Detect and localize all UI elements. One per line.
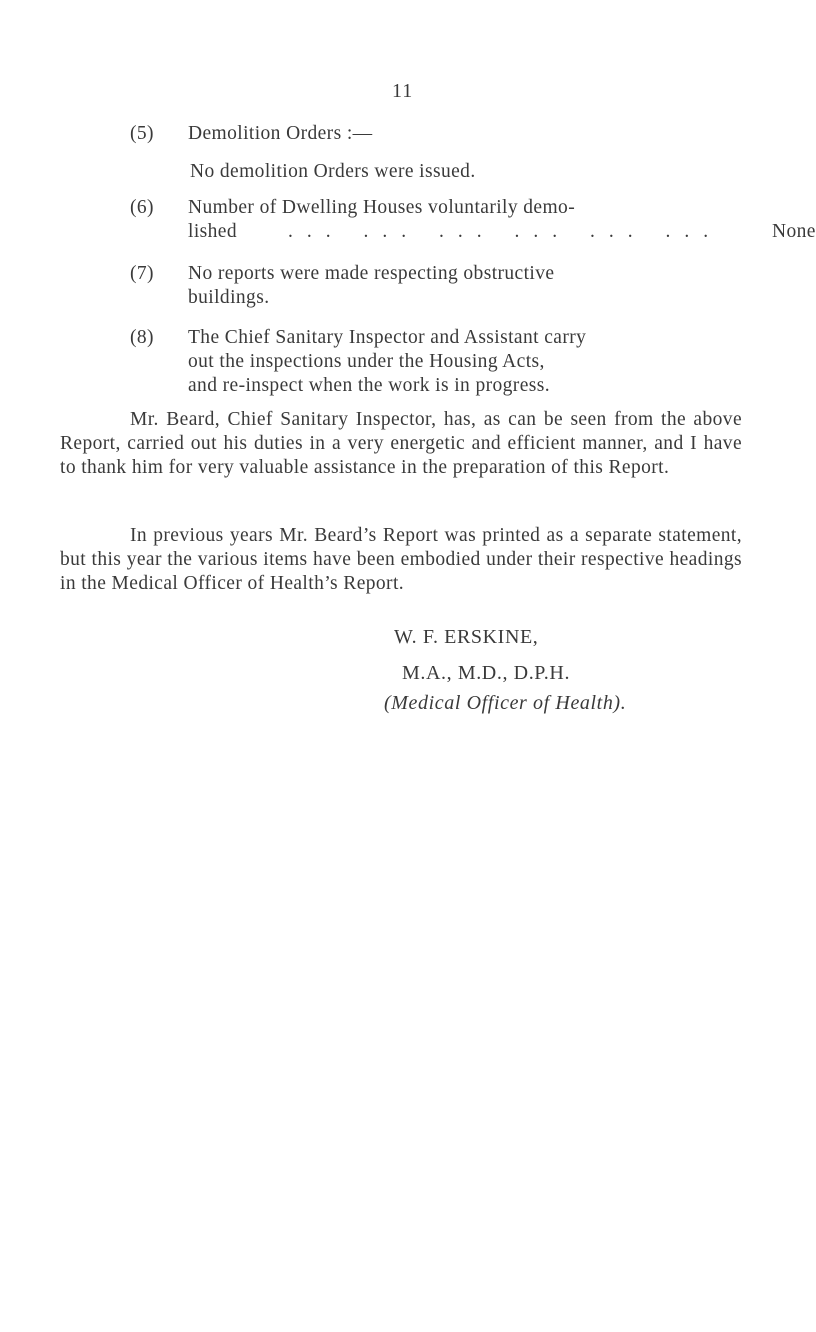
item-text-line: The Chief Sanitary Inspector and Assistant carry [188,327,587,348]
list-item-6 [130,196,816,244]
item-heading: Demolition Orders :— [188,123,373,144]
item-number: (8) [130,327,154,348]
item-text-line: buildings. [188,287,270,308]
item-number: (5) [130,123,154,144]
signature-degrees: M.A., M.D., D.P.H. [402,662,571,684]
item-value: None [772,221,816,242]
item-number: (7) [130,263,154,284]
list-item-5 [130,122,710,184]
signature-title: (Medical Officer of Health). [384,692,627,714]
item-text: No demolition Orders were issued. [190,161,476,182]
item-text-line: No reports were made respecting obstructive [188,263,555,284]
list-item-7 [130,262,710,310]
item-text-line: lished [188,221,237,242]
paragraph-report-note: In previous years Mr. Beard’s Report was printed as a separate statement, but this year the various items have been embodied under their respective headings in the Medical Officer of Health’s Report. [60,525,742,594]
leader-dots: ... ... ... ... ... ... [288,221,723,242]
page-number: 11 [392,80,414,102]
item-text-line: Number of Dwelling Houses voluntarily demo- [188,197,576,218]
item-text-line: out the inspections under the Housing Acts, [188,351,545,372]
signature-block [384,622,626,718]
paragraph-acknowledgement: Mr. Beard, Chief Sanitary Inspector, has, as can be seen from the above Report, carried out his duties in a very energetic and efficient manner, and I have to thank him for very valuable assistance in the preparation of this Report. [60,409,742,478]
item-number: (6) [130,197,154,218]
item-text-line: and re-inspect when the work is in progress. [188,375,551,396]
leader-row [188,220,816,244]
signature-name: W. F. ERSKINE, [394,626,539,648]
list-item-8 [130,326,710,398]
